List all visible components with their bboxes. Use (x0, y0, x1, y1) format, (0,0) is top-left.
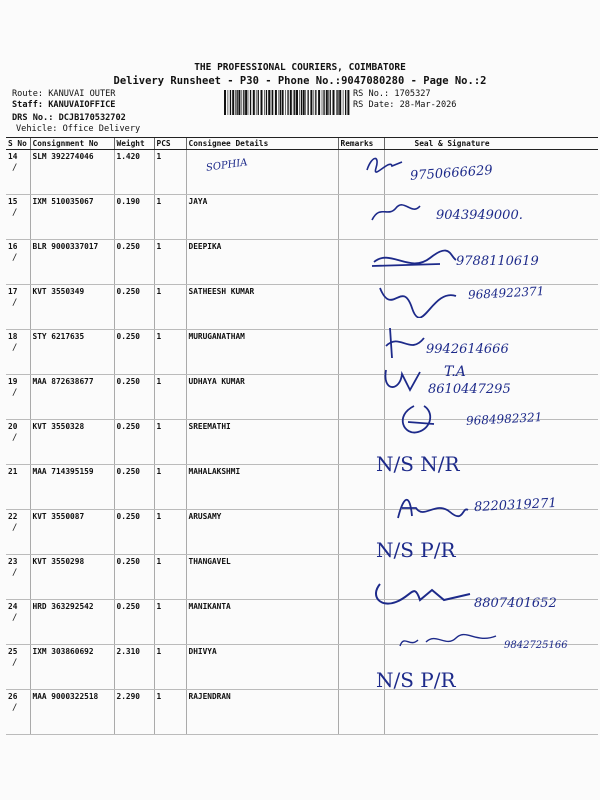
barcode-bar (318, 90, 320, 115)
row-sno: 16 (8, 242, 18, 251)
barcode-bar (268, 90, 270, 115)
tick-mark: / (12, 703, 18, 713)
barcode-bar (322, 90, 323, 115)
handwritten-consignee: SOPHIA (205, 157, 249, 174)
row-consignment: IXM 510035067 (30, 195, 114, 240)
barcode-bar (261, 90, 263, 115)
barcode-bar (250, 90, 251, 115)
barcode-image (224, 90, 350, 115)
row-sno: 21 (8, 467, 18, 476)
barcode-bar (310, 90, 312, 115)
barcode-bar (343, 90, 344, 115)
row-consignment: MAA 872638677 (30, 375, 114, 420)
barcode-bar (256, 90, 257, 115)
runsheet-subtitle: Delivery Runsheet - P30 - Phone No.:9047080280 - Page No.:2 (113, 75, 487, 87)
barcode-bar (248, 90, 249, 115)
row-sno: 22 (8, 512, 18, 521)
row-consignment: MAA 9000322518 (30, 690, 114, 735)
table-header-row (6, 138, 598, 150)
barcode-bar (245, 90, 247, 115)
handwritten-phone: 9043949000. (436, 208, 523, 223)
barcode-bar (294, 90, 295, 115)
tick-mark: / (12, 433, 18, 443)
col-weight: Weight (114, 138, 154, 150)
company-title: THE PROFESSIONAL COURIERS, COIMBATORE (194, 62, 406, 73)
barcode-bar (347, 90, 349, 115)
row-consignee: THANGAVEL (186, 555, 338, 600)
tick-mark: / (12, 658, 18, 668)
handwritten-phone: 8610447295 (428, 382, 511, 397)
rs-number: RS No.: 1705327 (353, 89, 431, 99)
signature-scribble (390, 490, 470, 524)
row-weight: 0.250 (114, 240, 154, 285)
signature-scribble (394, 402, 454, 442)
signature-scribble (370, 246, 460, 276)
handwritten-name: T.A (444, 364, 466, 380)
handwritten-phone: 8220319271 (473, 495, 558, 516)
row-consignment: STY 6217635 (30, 330, 114, 375)
row-consignee: MANIKANTA (186, 600, 338, 645)
signature-scribble (368, 196, 438, 226)
signature-scribble (370, 576, 480, 612)
handwritten-phone: 9942614666 (426, 342, 509, 357)
drs-number: DRS No.: DCJB170532702 (12, 113, 126, 123)
rs-date: RS Date: 28-Mar-2026 (353, 100, 457, 110)
row-sno: 17 (8, 287, 18, 296)
col-consignment: Consignment No (30, 138, 114, 150)
row-remarks (338, 330, 384, 375)
col-remarks: Remarks (338, 138, 384, 150)
row-pcs: 1 (154, 330, 186, 375)
handwritten-phone: 9684922371 (467, 284, 545, 302)
row-pcs: 1 (154, 375, 186, 420)
row-weight: 2.290 (114, 690, 154, 735)
barcode-bar (314, 90, 315, 115)
barcode-bar (337, 90, 338, 115)
tick-mark: / (12, 343, 18, 353)
barcode-bar (345, 90, 346, 115)
row-consignment: KVT 3550087 (30, 510, 114, 555)
barcode-bar (339, 90, 341, 115)
staff-label: Staff: KANUVAIOFFICE (12, 100, 116, 110)
handwritten-phone: 9750666629 (409, 163, 494, 184)
vehicle-label: Vehicle: Office Delivery (16, 124, 141, 134)
row-signature (384, 690, 598, 735)
barcode-bar (224, 90, 226, 115)
row-weight: 0.250 (114, 375, 154, 420)
tick-mark: / (12, 253, 18, 263)
barcode-bar (271, 90, 272, 115)
row-pcs: 1 (154, 285, 186, 330)
row-consignee: RAJENDRAN (186, 690, 338, 735)
row-consignment: KVT 3550328 (30, 420, 114, 465)
barcode-bar (230, 90, 231, 115)
row-weight: 1.420 (114, 150, 154, 195)
row-consignment: HRD 363292542 (30, 600, 114, 645)
row-weight: 2.310 (114, 645, 154, 690)
row-pcs: 1 (154, 510, 186, 555)
tick-mark: / (12, 163, 18, 173)
barcode-bar (330, 90, 331, 115)
row-consignment: IXM 303860692 (30, 645, 114, 690)
row-weight: 0.250 (114, 465, 154, 510)
row-weight: 0.250 (114, 420, 154, 465)
barcode-bar (308, 90, 309, 115)
tick-mark: / (12, 613, 18, 623)
tick-mark: / (12, 388, 18, 398)
barcode-bar (299, 90, 300, 115)
col-pcs: PCS (154, 138, 186, 150)
row-consignment: KVT 3550349 (30, 285, 114, 330)
barcode-bar (275, 90, 277, 115)
row-sno: 24 (8, 602, 18, 611)
handwritten-phone: 9684982321 (465, 410, 543, 428)
row-pcs: 1 (154, 150, 186, 195)
row-weight: 0.250 (114, 285, 154, 330)
handwritten-phone: 8807401652 (474, 596, 557, 611)
row-weight: 0.250 (114, 555, 154, 600)
table-row (6, 420, 598, 465)
row-consignment: SLM 392274046 (30, 150, 114, 195)
barcode-bar (315, 90, 316, 115)
row-pcs: 1 (154, 600, 186, 645)
col-sno: S No (6, 138, 30, 150)
barcode-bar (235, 90, 236, 115)
handwritten-phone: 9788110619 (456, 254, 539, 269)
handwritten-remark: N/S P/R (376, 668, 456, 692)
table-row (6, 510, 598, 555)
barcode-bar (328, 90, 329, 115)
barcode-bar (238, 90, 240, 115)
barcode-bar (285, 90, 286, 115)
table-row (6, 555, 598, 600)
barcode-bar (336, 90, 337, 115)
row-pcs: 1 (154, 240, 186, 285)
row-weight: 0.190 (114, 195, 154, 240)
tick-mark: / (12, 208, 18, 218)
barcode-bar (323, 90, 324, 115)
tick-mark: / (12, 298, 18, 308)
barcode-bar (242, 90, 243, 115)
barcode-bar (272, 90, 273, 115)
tick-mark: / (12, 568, 18, 578)
signature-scribble (372, 278, 462, 318)
row-pcs: 1 (154, 555, 186, 600)
barcode-bar (296, 90, 298, 115)
row-weight: 0.250 (114, 330, 154, 375)
barcode-bar (243, 90, 244, 115)
barcode-bar (253, 90, 255, 115)
route-label: Route: KANUVAI OUTER (12, 89, 116, 99)
col-signature: Seal & Signature (384, 138, 598, 150)
barcode-bar (232, 90, 234, 115)
tick-mark: / (12, 523, 18, 533)
row-pcs: 1 (154, 645, 186, 690)
barcode-bar (290, 90, 292, 115)
signature-scribble (396, 626, 506, 652)
table-row (6, 690, 598, 735)
row-sno: 20 (8, 422, 18, 431)
row-sno: 23 (8, 557, 18, 566)
row-consignee: SATHEESH KUMAR (186, 285, 338, 330)
table-row (6, 330, 598, 375)
handwritten-remark: N/S N/R (376, 452, 460, 476)
barcode-bar (301, 90, 302, 115)
barcode-bar (305, 90, 306, 115)
row-pcs: 1 (154, 420, 186, 465)
barcode-bar (264, 90, 265, 115)
row-sno: 18 (8, 332, 18, 341)
barcode-bar (282, 90, 284, 115)
row-consignment: KVT 3550298 (30, 555, 114, 600)
barcode-bar (333, 90, 335, 115)
row-weight: 0.250 (114, 510, 154, 555)
row-remarks (338, 375, 384, 420)
handwritten-phone: 9842725166 (504, 640, 568, 651)
barcode-bar (326, 90, 328, 115)
row-consignee: DHIVYA (186, 645, 338, 690)
barcode-bar (287, 90, 288, 115)
row-consignee: UDHAYA KUMAR (186, 375, 338, 420)
row-consignee: MAHALAKSHMI (186, 465, 338, 510)
row-consignee: ARUSAMY (186, 510, 338, 555)
barcode-bar (280, 90, 281, 115)
row-weight: 0.250 (114, 600, 154, 645)
table-row (6, 645, 598, 690)
barcode-bar (279, 90, 280, 115)
row-consignment: BLR 9000337017 (30, 240, 114, 285)
barcode-bar (303, 90, 305, 115)
row-consignee: JAYA (186, 195, 338, 240)
row-consignee: DEEPIKA (186, 240, 338, 285)
row-pcs: 1 (154, 690, 186, 735)
row-sno: 19 (8, 377, 18, 386)
barcode-bar (293, 90, 294, 115)
barcode-bar (266, 90, 267, 115)
row-consignee: MURUGANATHAM (186, 330, 338, 375)
row-pcs: 1 (154, 195, 186, 240)
barcode-bar (237, 90, 238, 115)
row-sno: 14 (8, 152, 18, 161)
row-consignment: MAA 714395159 (30, 465, 114, 510)
barcode-bar (228, 90, 229, 115)
col-consignee: Consignee Details (186, 138, 338, 150)
row-pcs: 1 (154, 465, 186, 510)
row-consignee: SREEMATHI (186, 420, 338, 465)
row-sno: 15 (8, 197, 18, 206)
barcode-bar (258, 90, 259, 115)
table-row (6, 150, 598, 195)
row-sno: 25 (8, 647, 18, 656)
row-remarks (338, 690, 384, 735)
row-sno: 26 (8, 692, 18, 701)
handwritten-remark: N/S P/R (376, 538, 456, 562)
